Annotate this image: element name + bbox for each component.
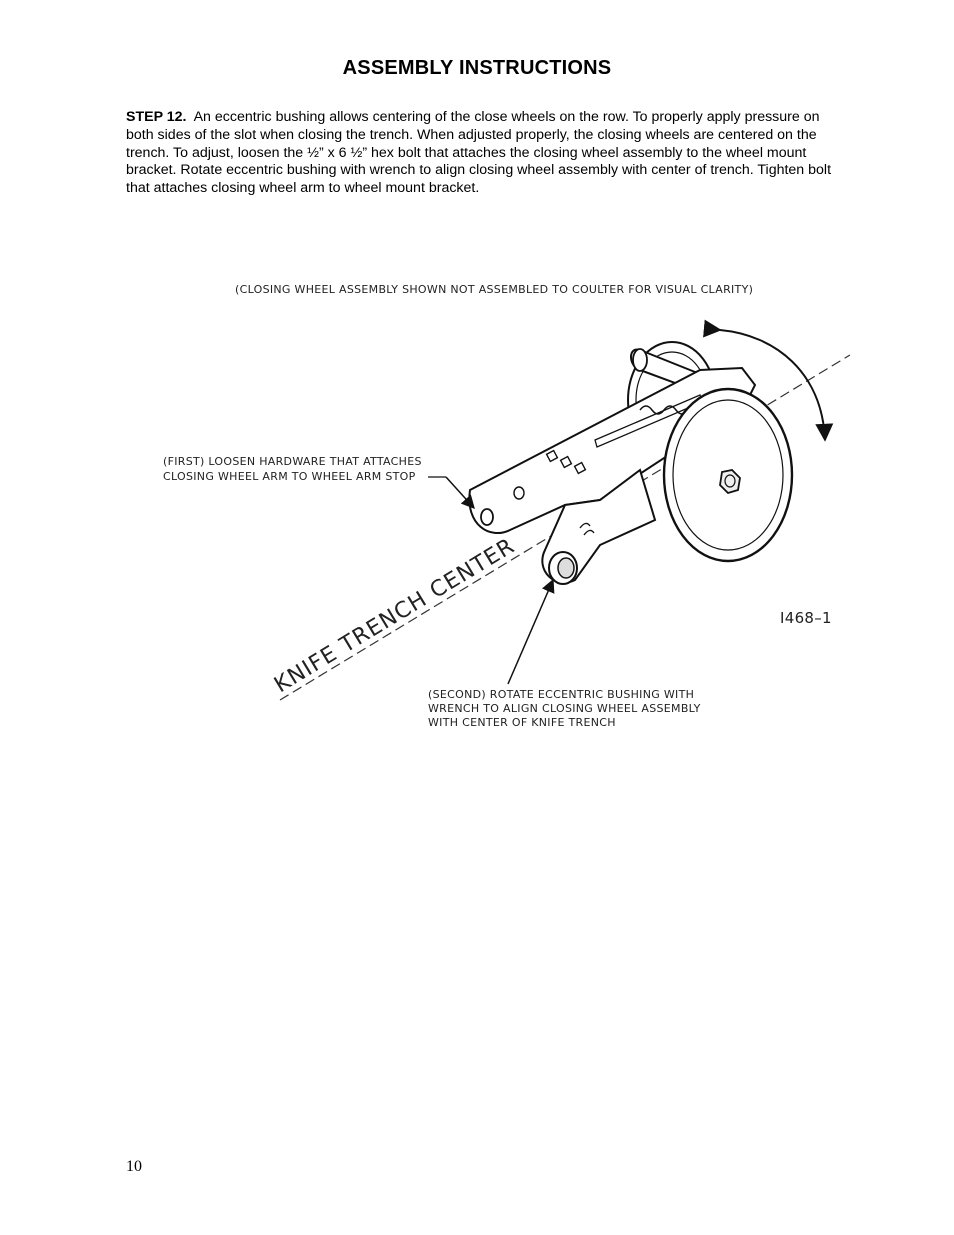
- figure-note: (CLOSING WHEEL ASSEMBLY SHOWN NOT ASSEMBLED TO COULTER FOR VISUAL CLARITY): [235, 283, 754, 296]
- drawing-number: I468–1: [780, 609, 832, 627]
- callout-first-line2: CLOSING WHEEL ARM TO WHEEL ARM STOP: [163, 470, 416, 483]
- step-label: STEP 12.: [126, 109, 187, 125]
- callout-second-line1: (SECOND) ROTATE ECCENTRIC BUSHING WITH: [428, 688, 695, 701]
- arm-stop-hole: [481, 509, 493, 525]
- callout-first-line1: (FIRST) LOOSEN HARDWARE THAT ATTACHES: [163, 455, 422, 468]
- trench-label: KNIFE TRENCH CENTER: [270, 533, 520, 699]
- page-title: ASSEMBLY INSTRUCTIONS: [342, 57, 612, 79]
- callout-second-line3: WITH CENTER OF KNIFE TRENCH: [428, 716, 616, 729]
- callout-second-line2: WRENCH TO ALIGN CLOSING WHEEL ASSEMBLY: [428, 702, 701, 715]
- callout-second-arrow: [508, 580, 553, 684]
- step-text: An eccentric bushing allows centering of the close wheels on the row. To properly apply pressure on both sides of the slot when closing the trench. When adjusted properly, the closing wheels are centered on the trench. To adjust, loosen the ½” x 6 ½” hex bolt that attaches the closing wheel assembly to the wheel mount bracket. Rotate eccentric bushing with wrench to align closing wheel assembly with center of trench. Tighten bolt that attaches closing wheel arm to wheel mount bracket.: [126, 109, 832, 197]
- page-number: 10: [126, 1158, 142, 1175]
